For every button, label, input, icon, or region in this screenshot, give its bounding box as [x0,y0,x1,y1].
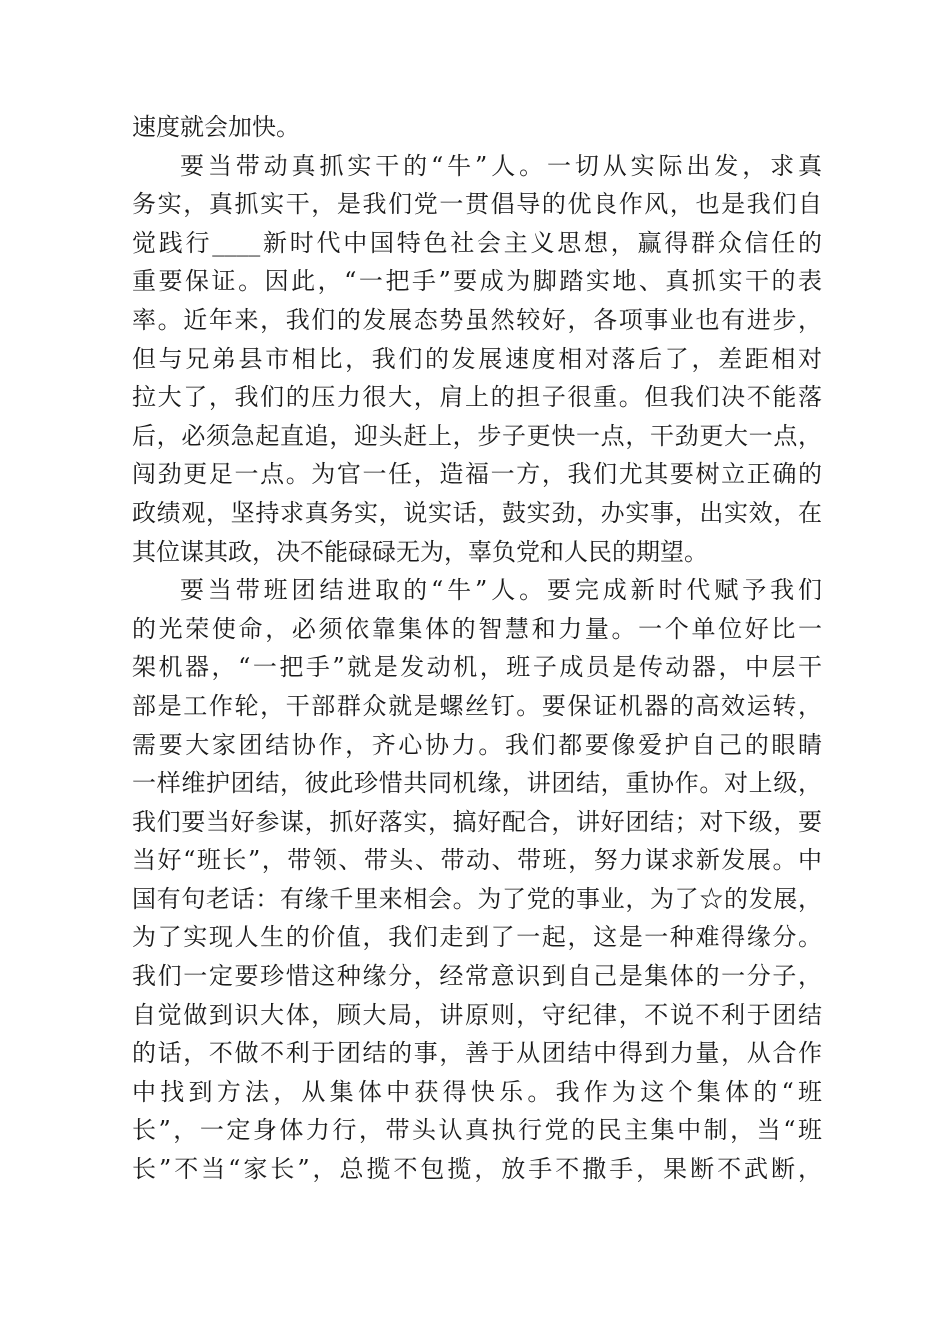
text-line: 重要保证。因此，“一把手”要成为脚踏实地、真抓实干的表 [132,267,822,296]
text-line: 务实，真抓实干，是我们党一贯倡导的优良作风，也是我们自 [132,190,822,219]
paragraph-first-line: 要当带班团结进取的“牛”人。要完成新时代赋予我们 [180,576,822,605]
paragraph-last-line: 其位谋其政，决不能碌碌无为，辜负党和人民的期望。 [132,537,708,566]
text-line: 我们要当好参谋，抓好落实，搞好配合，讲好团结；对下级，要 [132,807,822,836]
text-line: 自觉做到识大体，顾大局，讲原则，守纪律，不说不利于团结 [132,1000,822,1029]
text-line: 长”不当“家长”，总揽不包揽，放手不撒手，果断不武断， [132,1155,822,1184]
text-line: 当好“班长”，带领、带头、带动、带班，努力谋求新发展。中 [132,846,822,875]
text-line: 国有句老话：有缘千里来相会。为了党的事业，为了☆的发展， [132,884,822,913]
text-line: 觉践行____新时代中国特色社会主义思想，赢得群众信任的 [132,228,822,257]
text-line: 部是工作轮，干部群众就是螺丝钉。要保证机器的高效运转， [132,691,822,720]
text-line: 闯劲更足一点。为官一任，造福一方，我们尤其要树立正确的 [132,460,822,489]
text-line: 的话，不做不利于团结的事，善于从团结中得到力量，从合作 [132,1039,822,1068]
text-line: 架机器，“一把手”就是发动机，班子成员是传动器，中层干 [132,653,822,682]
text-line: 长”，一定身体力行，带头认真执行党的民主集中制，当“班 [132,1116,822,1145]
text-line: 政绩观，坚持求真务实，说实话，鼓实劲，办实事，出实效，在 [132,498,822,527]
body-text [132,108,822,1189]
text-line: 我们一定要珍惜这种缘分，经常意识到自己是集体的一分子， [132,962,822,991]
paragraph-first-line: 要当带动真抓实干的“牛”人。一切从实际出发，求真 [180,151,822,180]
text-line: 一样维护团结，彼此珍惜共同机缘，讲团结，重协作。对上级， [132,769,822,798]
text-line: 后，必须急起直追，迎头赶上，步子更快一点，干劲更大一点， [132,421,822,450]
text-line: 但与兄弟县市相比，我们的发展速度相对落后了，差距相对 [132,344,822,373]
text-line: 需要大家团结协作，齐心协力。我们都要像爱护自己的眼睛 [132,730,822,759]
text-line: 为了实现人生的价值，我们走到了一起，这是一种难得缘分。 [132,923,822,952]
text-line: 的光荣使命，必须依靠集体的智慧和力量。一个单位好比一 [132,614,822,643]
text-line: 率。近年来，我们的发展态势虽然较好，各项事业也有进步， [132,305,822,334]
text-line: 中找到方法，从集体中获得快乐。我作为这个集体的“班 [132,1077,822,1106]
text-line: 速度就会加快。 [132,113,300,141]
text-line: 拉大了，我们的压力很大，肩上的担子很重。但我们决不能落 [132,383,822,412]
